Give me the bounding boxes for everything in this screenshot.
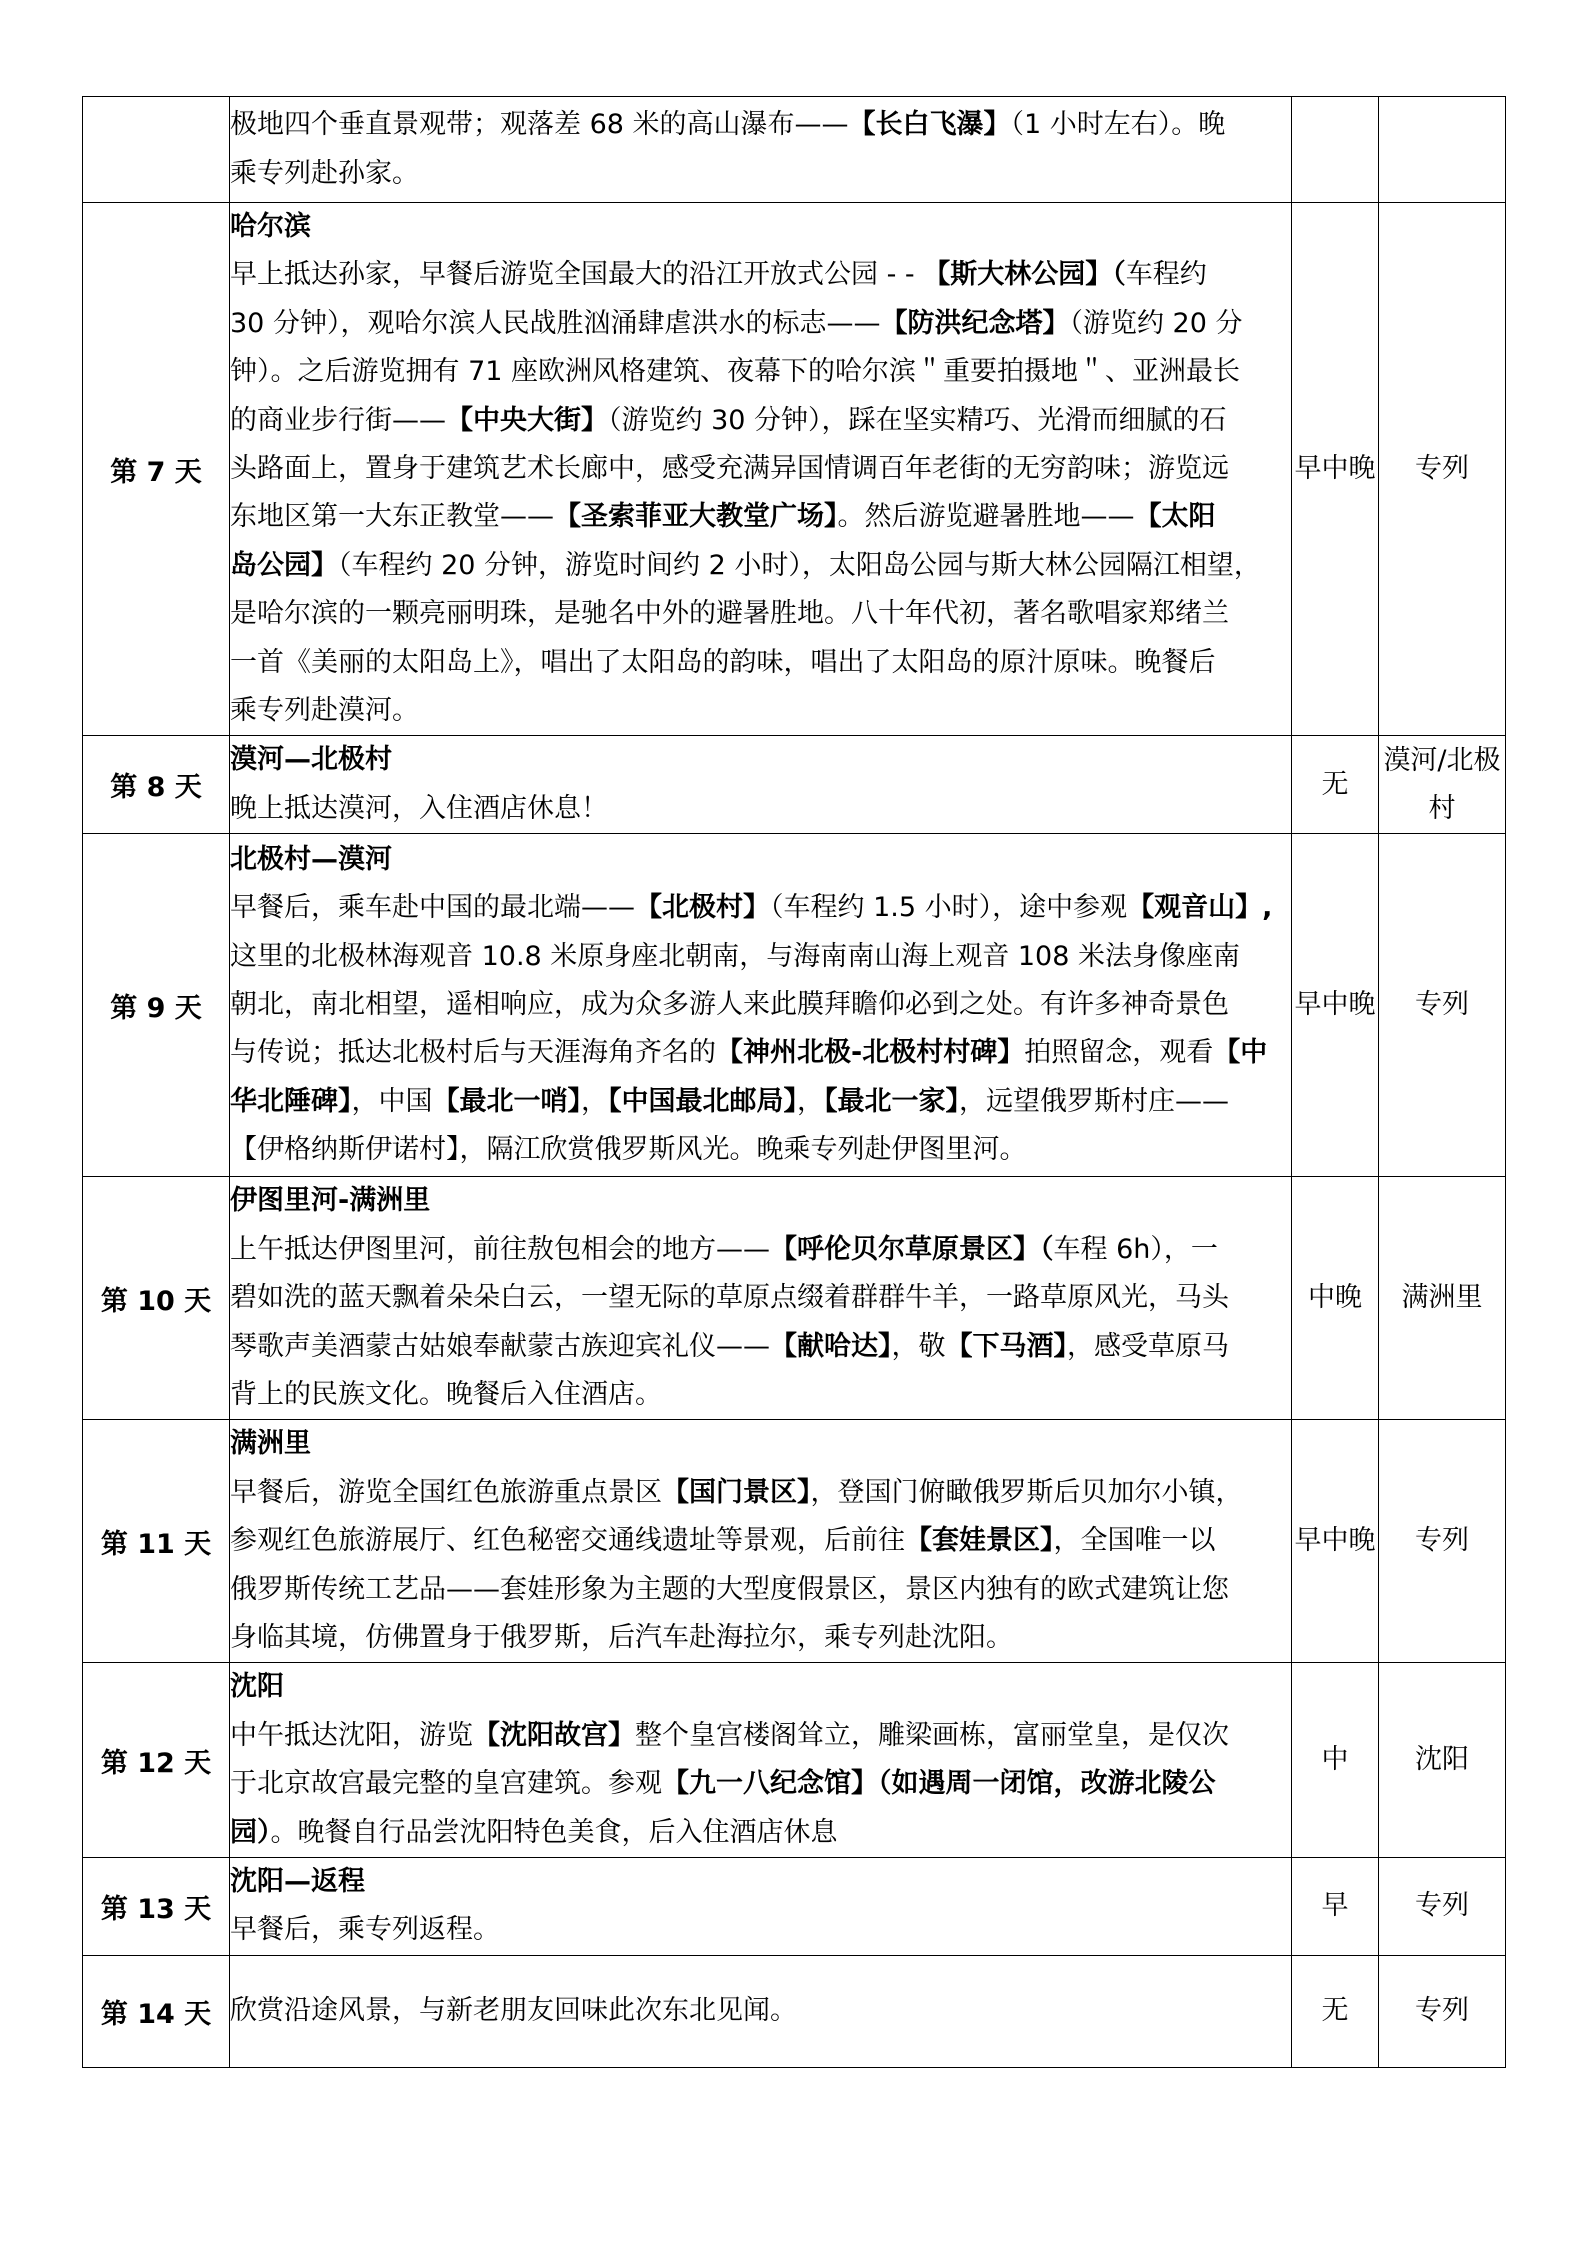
description-line bbox=[230, 1029, 1291, 1077]
accommodation-cell: 专列 bbox=[1379, 1857, 1506, 1955]
description-text: 。晚餐自行品尝沈阳特色美食，后入住酒店休息 bbox=[270, 1816, 838, 1848]
description-line bbox=[230, 785, 1291, 833]
attraction-highlight: 华北陲碑】 bbox=[230, 1085, 352, 1117]
description-text: 这里的北极林海观音 10.8 米原身座北朝南，与海南南山海上观音 108 米法身像座南 bbox=[230, 940, 1240, 972]
day-cell: 第 11 天 bbox=[83, 1420, 230, 1663]
attraction-highlight: 【长白飞瀑】 bbox=[848, 109, 1011, 141]
itinerary-row bbox=[83, 1420, 1506, 1663]
description-line bbox=[230, 101, 1291, 149]
description-line bbox=[230, 639, 1291, 687]
accommodation-cell: 沈阳 bbox=[1379, 1663, 1506, 1858]
description-line bbox=[230, 1078, 1291, 1126]
attraction-highlight: 【九一八纪念馆】（如遇周一闭馆，改游北陵公 bbox=[662, 1768, 1216, 1800]
description-line bbox=[230, 1469, 1291, 1517]
description-text: 早餐后，游览全国红色旅游重点景区 bbox=[230, 1476, 662, 1508]
day-route-title: 北极村—漠河 bbox=[230, 843, 392, 875]
attraction-highlight: 【斯大林公园】（ bbox=[923, 259, 1126, 291]
itinerary-row bbox=[83, 1177, 1506, 1420]
description-line bbox=[230, 445, 1291, 493]
description-cell bbox=[230, 1420, 1292, 1663]
itinerary-row bbox=[83, 736, 1506, 834]
description-line bbox=[230, 884, 1291, 932]
accommodation-cell: 专列 bbox=[1379, 1955, 1506, 2067]
description-text: 乘专列赴漠河。 bbox=[230, 695, 419, 727]
description-line bbox=[230, 1712, 1291, 1760]
description-cell bbox=[230, 736, 1292, 834]
description-text: ，全国唯一以 bbox=[1053, 1525, 1216, 1557]
day-cell bbox=[83, 97, 230, 203]
itinerary-row bbox=[83, 97, 1506, 203]
description-text: ，感受草原马 bbox=[1067, 1330, 1229, 1362]
description-text: 欣赏沿途风景，与新老朋友回味此次东北见闻。 bbox=[230, 1995, 797, 2027]
attraction-highlight: 【观音山】, bbox=[1127, 892, 1273, 924]
description-text: 参观红色旅游展厅、红色秘密交通线遗址等景观，后前往 bbox=[230, 1525, 905, 1557]
description-text: 碧如洗的蓝天飘着朵朵白云，一望无际的草原点缀着群群牛羊，一路草原风光，马头 bbox=[230, 1282, 1229, 1314]
description-text: 中午抵达沈阳，游览 bbox=[230, 1719, 473, 1751]
meal-cell: 无 bbox=[1292, 1955, 1379, 2067]
description-text: 晚上抵达漠河，入住酒店休息！ bbox=[230, 792, 608, 824]
description-text: （1 小时左右）。晚 bbox=[1010, 109, 1226, 141]
description-line bbox=[230, 590, 1291, 638]
description-text: ，远望俄罗斯村庄—— bbox=[959, 1085, 1229, 1117]
attraction-highlight: 【下马酒】 bbox=[945, 1330, 1067, 1362]
day-cell: 第 9 天 bbox=[83, 834, 230, 1177]
itinerary-row bbox=[83, 834, 1506, 1177]
day-cell: 第 12 天 bbox=[83, 1663, 230, 1858]
description-text: 上午抵达伊图里河，前往敖包相会的地方—— bbox=[230, 1233, 770, 1265]
itinerary-row bbox=[83, 1857, 1506, 1955]
description-cell bbox=[230, 1177, 1292, 1420]
description-text: 的商业步行街—— bbox=[230, 404, 446, 436]
description-line bbox=[230, 1566, 1291, 1614]
itinerary-body bbox=[83, 97, 1506, 2068]
description-text: ，登国门俯瞰俄罗斯后贝加尔小镇， bbox=[810, 1476, 1243, 1508]
attraction-highlight: 园） bbox=[230, 1816, 271, 1848]
description-text: 拍照留念，观看 bbox=[1024, 1037, 1214, 1069]
day-route-title: 沈阳—返程 bbox=[230, 1865, 365, 1897]
meal-cell: 无 bbox=[1292, 736, 1379, 834]
accommodation-cell: 满洲里 bbox=[1379, 1177, 1506, 1420]
itinerary-row bbox=[83, 203, 1506, 736]
accommodation-cell: 漠河/北极村 bbox=[1379, 736, 1506, 834]
description-text: 身临其境，仿佛置身于俄罗斯，后汽车赴海拉尔，乘专列赴沈阳。 bbox=[230, 1621, 1013, 1653]
accommodation-cell bbox=[1379, 97, 1506, 203]
attraction-highlight: 【国门景区】 bbox=[662, 1476, 811, 1508]
description-line bbox=[230, 1760, 1291, 1808]
description-line bbox=[230, 397, 1291, 445]
day-cell: 第 8 天 bbox=[83, 736, 230, 834]
description-text: 【伊格纳斯伊诺村】，隔江欣赏俄罗斯风光。晚乘专列赴伊图里河。 bbox=[230, 1134, 1027, 1166]
day-route-title: 哈尔滨 bbox=[230, 211, 311, 242]
attraction-highlight: 【中国最北邮局】 bbox=[608, 1085, 797, 1117]
description-line bbox=[230, 251, 1291, 299]
description-text: 钟）。之后游览拥有 71 座欧洲风格建筑、夜幕下的哈尔滨＂重要拍摄地＂、亚洲最长 bbox=[230, 356, 1241, 388]
day-route-title: 漠河—北极村 bbox=[230, 744, 392, 776]
description-line bbox=[230, 981, 1291, 1029]
attraction-highlight: 【献哈达】 bbox=[770, 1330, 892, 1362]
description-text: 极地四个垂直景观带；观落差 68 米的高山瀑布—— bbox=[230, 109, 849, 141]
description-text: 与传说；抵达北极村后与天涯海角齐名的 bbox=[230, 1037, 716, 1069]
description-line bbox=[230, 1809, 1291, 1857]
description-text: 整个皇宫楼阁耸立，雕梁画栋，富丽堂皇，是仅次 bbox=[635, 1719, 1229, 1751]
description-text: （车程约 1.5 小时），途中参观 bbox=[770, 892, 1128, 924]
meal-cell: 早中晚 bbox=[1292, 203, 1379, 736]
description-text: ，敬 bbox=[891, 1330, 946, 1362]
itinerary-row bbox=[83, 1955, 1506, 2067]
description-cell bbox=[230, 1857, 1292, 1955]
day-cell: 第 10 天 bbox=[83, 1177, 230, 1420]
description-text: 车程约 bbox=[1125, 259, 1207, 291]
description-line bbox=[230, 1987, 1291, 2035]
attraction-highlight: 【呼伦贝尔草原景区】（ bbox=[770, 1233, 1054, 1265]
day-cell: 第 13 天 bbox=[83, 1857, 230, 1955]
description-text: 背上的民族文化。晚餐后入住酒店。 bbox=[230, 1378, 662, 1410]
description-text: 。然后游览避暑胜地—— bbox=[837, 501, 1135, 533]
meal-cell bbox=[1292, 97, 1379, 203]
attraction-highlight: 【防洪纪念塔】 bbox=[880, 307, 1070, 339]
attraction-highlight: 【中 bbox=[1213, 1037, 1268, 1069]
attraction-highlight: 岛公园】 bbox=[230, 549, 338, 581]
description-line bbox=[230, 1906, 1291, 1954]
attraction-highlight: 【太阳 bbox=[1134, 501, 1216, 533]
description-text: 早餐后，乘专列返程。 bbox=[230, 1914, 500, 1946]
description-line bbox=[230, 542, 1291, 590]
description-text: 早餐后，乘车赴中国的最北端—— bbox=[230, 892, 635, 924]
meal-cell: 早中晚 bbox=[1292, 834, 1379, 1177]
description-text: 一首《美丽的太阳岛上》，唱出了太阳岛的韵味，唱出了太阳岛的原汁原味。晚餐后 bbox=[230, 646, 1216, 678]
description-line bbox=[230, 687, 1291, 735]
description-text: ，中国 bbox=[351, 1085, 433, 1117]
description-line bbox=[230, 300, 1291, 348]
description-text: ， bbox=[797, 1085, 824, 1117]
description-text: 30 分钟），观哈尔滨人民战胜汹涌肆虐洪水的标志—— bbox=[230, 307, 881, 339]
description-line bbox=[230, 1323, 1291, 1371]
attraction-highlight: 【沈阳故宫】 bbox=[473, 1719, 635, 1751]
description-cell bbox=[230, 1955, 1292, 2067]
itinerary-row bbox=[83, 1663, 1506, 1858]
description-line bbox=[230, 1226, 1291, 1274]
description-line bbox=[230, 1614, 1291, 1662]
attraction-highlight: 【中央大街】 bbox=[446, 404, 608, 436]
day-route-title: 伊图里河-满洲里 bbox=[230, 1185, 431, 1217]
accommodation-cell: 专列 bbox=[1379, 834, 1506, 1177]
meal-cell: 早中晚 bbox=[1292, 1420, 1379, 1663]
description-text: ， bbox=[581, 1085, 608, 1117]
attraction-highlight: 【神州北极-北极村村碑】 bbox=[716, 1037, 1025, 1069]
description-cell bbox=[230, 1663, 1292, 1858]
description-line bbox=[230, 1517, 1291, 1565]
description-text: （车程约 20 分钟，游览时间约 2 小时），太阳岛公园与斯大林公园隔江相望， bbox=[338, 549, 1261, 581]
description-cell bbox=[230, 203, 1292, 736]
day-route-title: 沈阳 bbox=[230, 1671, 284, 1703]
description-line bbox=[230, 348, 1291, 396]
description-line bbox=[230, 150, 1291, 198]
description-text: 早上抵达孙家，早餐后游览全国最大的沿江开放式公园 - - bbox=[230, 259, 924, 291]
accommodation-cell: 专列 bbox=[1379, 1420, 1506, 1663]
day-cell: 第 14 天 bbox=[83, 1955, 230, 2067]
description-text: 俄罗斯传统工艺品——套娃形象为主题的大型度假景区，景区内独有的欧式建筑让您 bbox=[230, 1573, 1229, 1605]
description-text: 头路面上，置身于建筑艺术长廊中，感受充满异国情调百年老街的无穷韵味；游览远 bbox=[230, 453, 1229, 485]
description-text: 乘专列赴孙家。 bbox=[230, 157, 419, 189]
description-line bbox=[230, 1274, 1291, 1322]
description-cell bbox=[230, 97, 1292, 203]
attraction-highlight: 【最北一哨】 bbox=[432, 1085, 581, 1117]
meal-cell: 中晚 bbox=[1292, 1177, 1379, 1420]
description-text: 于北京故宫最完整的皇宫建筑。参观 bbox=[230, 1768, 662, 1800]
attraction-highlight: 【北极村】 bbox=[635, 892, 770, 924]
day-cell: 第 7 天 bbox=[83, 203, 230, 736]
attraction-highlight: 【最北一家】 bbox=[824, 1085, 959, 1117]
description-text: （游览约 30 分钟），踩在坚实精巧、光滑而细腻的石 bbox=[608, 404, 1227, 436]
description-cell bbox=[230, 834, 1292, 1177]
description-line bbox=[230, 493, 1291, 541]
description-line bbox=[230, 933, 1291, 981]
attraction-highlight: 【套娃景区】 bbox=[905, 1525, 1054, 1557]
meal-cell: 中 bbox=[1292, 1663, 1379, 1858]
description-text: （游览约 20 分 bbox=[1069, 307, 1243, 339]
accommodation-cell: 专列 bbox=[1379, 203, 1506, 736]
attraction-highlight: 【圣索菲亚大教堂广场】 bbox=[554, 501, 838, 533]
description-line bbox=[230, 1371, 1291, 1419]
itinerary-table bbox=[82, 96, 1506, 2068]
description-text: 朝北，南北相望，遥相响应，成为众多游人来此膜拜瞻仰必到之处。有许多神奇景色 bbox=[230, 989, 1229, 1021]
description-text: 东地区第一大东正教堂—— bbox=[230, 501, 554, 533]
day-route-title: 满洲里 bbox=[230, 1428, 311, 1460]
description-text: 琴歌声美酒蒙古姑娘奉献蒙古族迎宾礼仪—— bbox=[230, 1330, 770, 1362]
description-line bbox=[230, 1126, 1291, 1174]
description-text: 是哈尔滨的一颗亮丽明珠，是驰名中外的避暑胜地。八十年代初，著名歌唱家郑绪兰 bbox=[230, 598, 1229, 630]
meal-cell: 早 bbox=[1292, 1857, 1379, 1955]
description-text: 车程 6h），一 bbox=[1053, 1233, 1218, 1265]
